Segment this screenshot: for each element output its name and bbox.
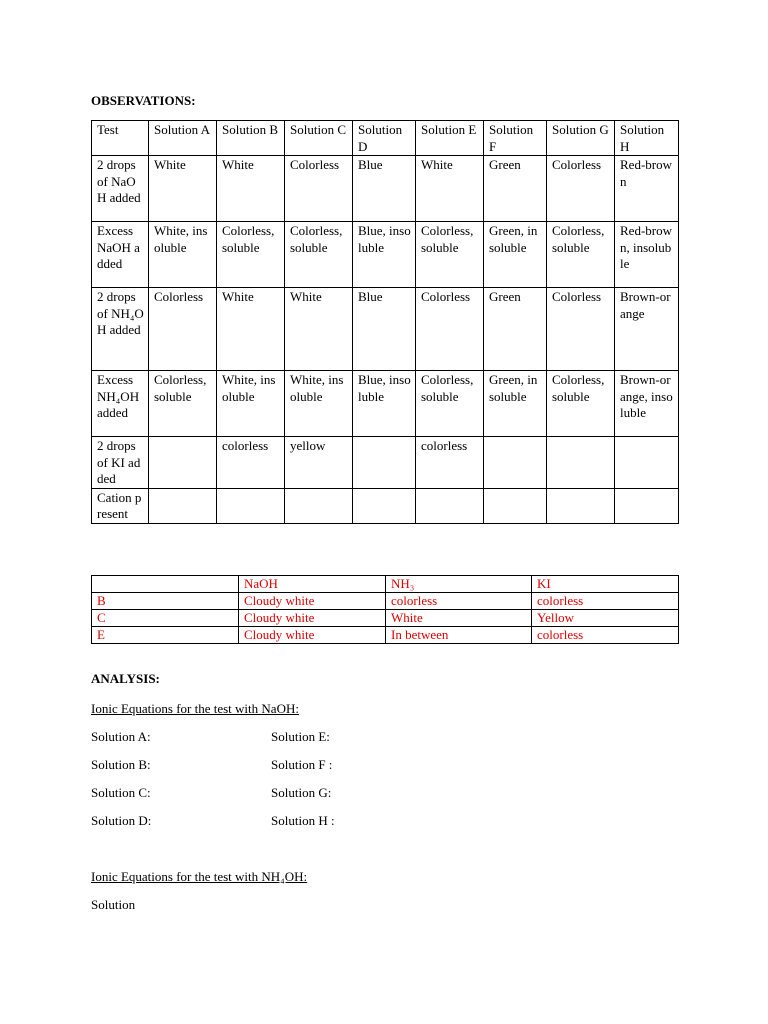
test-label-cell: Cation present — [92, 488, 149, 523]
table-cell: White — [217, 288, 285, 371]
test-label-cell: Excess NaOH added — [92, 222, 149, 288]
table-row — [92, 222, 679, 288]
table-cell — [285, 488, 353, 523]
solution-label: Solution D: — [91, 813, 152, 828]
table-cell — [149, 488, 217, 523]
table-row — [92, 371, 679, 437]
table-cell — [547, 437, 615, 489]
table-cell: White — [285, 288, 353, 371]
nh4oh-equations-title: Ionic Equations for the test with NH₄OH: — [91, 869, 308, 884]
table-cell: Colorless, soluble — [285, 222, 353, 288]
table-cell: colorless — [532, 627, 679, 644]
table-cell — [416, 488, 484, 523]
table-cell: colorless — [386, 593, 532, 610]
header-cell: NaOH — [239, 576, 386, 593]
solution-label: Solution H : — [271, 813, 335, 828]
header-cell: Test — [92, 121, 149, 156]
observations-table — [91, 120, 679, 524]
table-cell — [484, 437, 547, 489]
table-cell: yellow — [285, 437, 353, 489]
table-row — [92, 488, 679, 523]
header-cell — [92, 576, 239, 593]
table-cell: Brown-orange, insoluble — [615, 371, 679, 437]
solution-label: Solution G: — [271, 785, 332, 800]
header-cell: Solution H — [615, 121, 679, 156]
table-row — [92, 610, 679, 627]
header-cell: Solution D — [353, 121, 416, 156]
table-row — [92, 593, 679, 610]
table-cell: B — [92, 593, 239, 610]
table-cell: Blue, insoluble — [353, 222, 416, 288]
test-label-cell: 2 drops of KI added — [92, 437, 149, 489]
table-row — [92, 627, 679, 644]
table-cell: colorless — [416, 437, 484, 489]
table-cell: Yellow — [532, 610, 679, 627]
test-label-cell: 2 drops of NaOH added — [92, 156, 149, 222]
table-cell: White — [416, 156, 484, 222]
table-cell: Cloudy white — [239, 593, 386, 610]
solution-label: Solution — [91, 897, 136, 912]
table-cell — [615, 437, 679, 489]
table-cell: E — [92, 627, 239, 644]
table-cell: Blue, insoluble — [353, 371, 416, 437]
table-cell: C — [92, 610, 239, 627]
table-cell: Cloudy white — [239, 610, 386, 627]
test-label-cell: 2 drops of NH₄OH added — [92, 288, 149, 371]
analysis-heading: ANALYSIS: — [91, 671, 160, 686]
table-cell: Green — [484, 288, 547, 371]
header-cell: Solution B — [217, 121, 285, 156]
table-cell: colorless — [532, 593, 679, 610]
table-cell: Colorless — [547, 156, 615, 222]
header-cell: Solution G — [547, 121, 615, 156]
table-cell — [149, 437, 217, 489]
solution-label: Solution E: — [271, 729, 330, 744]
summary-header-row — [92, 576, 679, 593]
table-cell: Colorless, soluble — [149, 371, 217, 437]
table-cell: Colorless — [285, 156, 353, 222]
solution-label: Solution B: — [91, 757, 151, 772]
observations-heading: OBSERVATIONS: — [91, 93, 196, 108]
header-cell: Solution C — [285, 121, 353, 156]
table-cell — [353, 437, 416, 489]
table-cell: colorless — [217, 437, 285, 489]
table-cell: White, insoluble — [217, 371, 285, 437]
table-cell: Green, insoluble — [484, 371, 547, 437]
table-cell: Brown-orange — [615, 288, 679, 371]
table-cell: Colorless — [416, 288, 484, 371]
table-cell: Blue — [353, 156, 416, 222]
table-cell: Blue — [353, 288, 416, 371]
table-cell: White — [217, 156, 285, 222]
header-cell: Solution E — [416, 121, 484, 156]
table-cell: Colorless — [547, 288, 615, 371]
table-cell: Colorless, soluble — [547, 371, 615, 437]
observations-header-row — [92, 121, 679, 156]
table-cell: White — [149, 156, 217, 222]
table-cell — [615, 488, 679, 523]
table-cell: Colorless, soluble — [416, 222, 484, 288]
header-cell: KI — [532, 576, 679, 593]
solution-label: Solution F : — [271, 757, 333, 772]
summary-table — [91, 575, 679, 644]
table-cell: Colorless, soluble — [547, 222, 615, 288]
table-cell: In between — [386, 627, 532, 644]
naoh-equations-title: Ionic Equations for the test with NaOH: — [91, 701, 299, 716]
header-cell: Solution F — [484, 121, 547, 156]
solution-label: Solution C: — [91, 785, 151, 800]
table-cell: Cloudy white — [239, 627, 386, 644]
table-cell: Colorless, soluble — [416, 371, 484, 437]
table-cell — [547, 488, 615, 523]
table-cell — [217, 488, 285, 523]
table-cell: Red-brown — [615, 156, 679, 222]
header-cell: NH₃ — [386, 576, 532, 593]
table-row — [92, 288, 679, 371]
solution-label: Solution A: — [91, 729, 151, 744]
table-cell: White, insoluble — [285, 371, 353, 437]
table-cell: White, insoluble — [149, 222, 217, 288]
table-cell: Green — [484, 156, 547, 222]
test-label-cell: Excess NH₄OH added — [92, 371, 149, 437]
table-row — [92, 156, 679, 222]
table-cell: Colorless, soluble — [217, 222, 285, 288]
table-cell: White — [386, 610, 532, 627]
header-cell: Solution A — [149, 121, 217, 156]
table-cell: Red-brown, insoluble — [615, 222, 679, 288]
table-cell — [484, 488, 547, 523]
table-cell — [353, 488, 416, 523]
table-cell: Colorless — [149, 288, 217, 371]
table-cell: Green, insoluble — [484, 222, 547, 288]
table-row — [92, 437, 679, 489]
